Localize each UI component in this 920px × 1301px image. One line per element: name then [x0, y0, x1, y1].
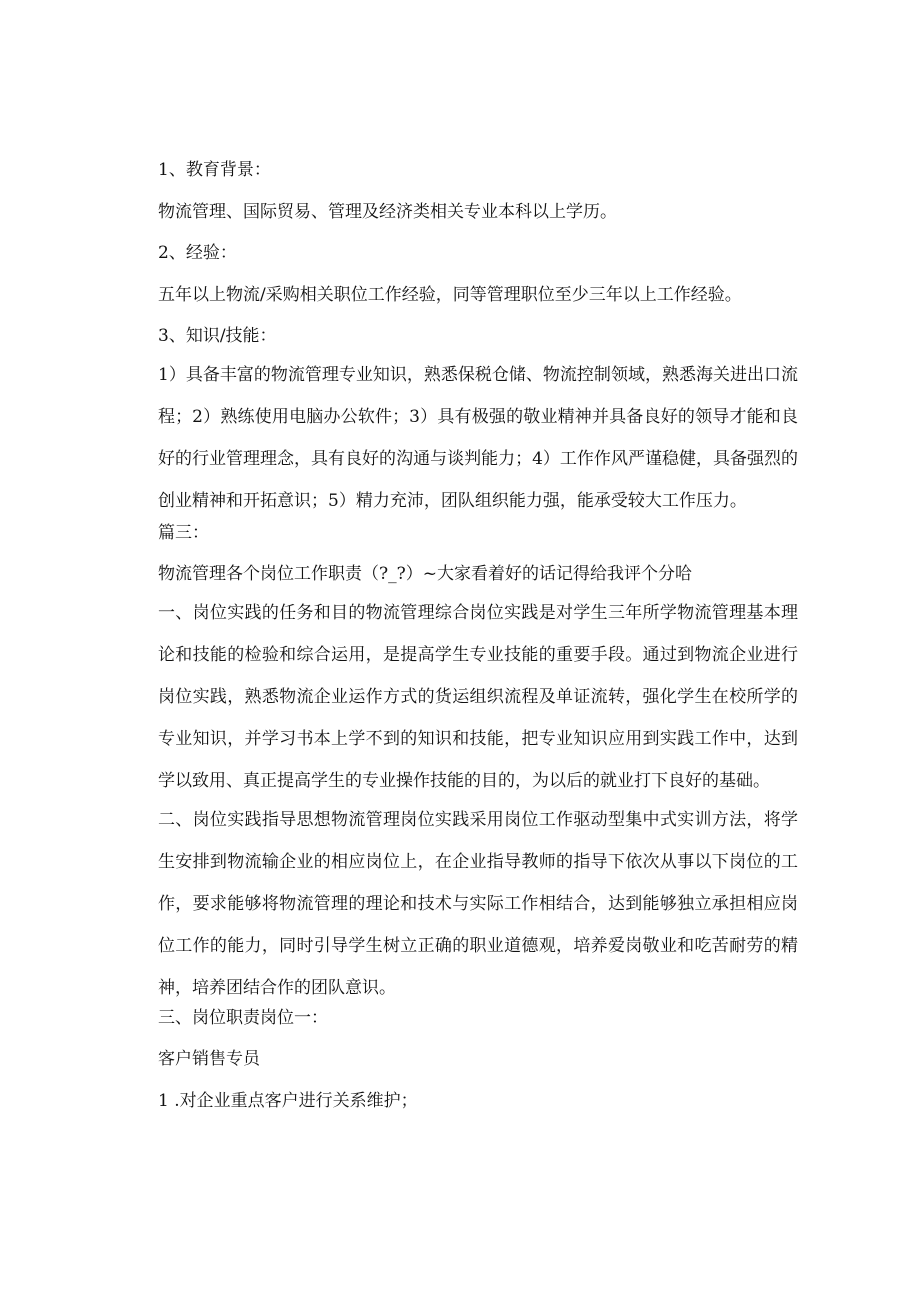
section-2-heading: 2、经验：	[158, 243, 237, 263]
section-3-body: 1）具备丰富的物流管理专业知识，熟悉保税仓储、物流控制领域，熟悉海关进出口流程；2）熟练使用电脑办公软件；3）具有极强的敬业精神并具备良好的领导才能和良好的行业管理理念，具有良好的沟通与谈判能力；4）工作作风严谨稳健，具备强烈的创业精神和开拓意识；5）精力充沛，团队组织能力强，能承受较大工作压力。	[158, 365, 798, 511]
part-three-label: 篇三：	[158, 523, 209, 543]
section-1-body: 物流管理、国际贸易、管理及经济类相关专业本科以上学历。	[158, 202, 617, 222]
list-item: 1 .对企业重点客户进行关系维护；	[158, 1091, 418, 1111]
paragraph-two: 二、岗位实践指导思想物流管理岗位实践采用岗位工作驱动型集中式实训方法，将学生安排到物流输企业的相应岗位上，在企业指导教师的指导下依次从事以下岗位的工作，要求能够将物流管理的理论和技术与实际工作相结合，达到能够独立承担相应岗位工作的能力，同时引导学生树立正确的职业道德观，培养爱岗敬业和吃苦耐劳的精神，培养团结合作的团队意识。	[158, 810, 798, 998]
section-3-heading: 3、知识/技能：	[158, 326, 277, 346]
section-1-heading: 1、教育背景：	[158, 160, 271, 180]
section-2-body: 五年以上物流/采购相关职位工作经验，同等管理职位至少三年以上工作经验。	[158, 285, 742, 305]
paragraph-three-heading: 三、岗位职责岗位一：	[158, 1008, 328, 1028]
article-title: 物流管理各个岗位工作职责（?_?）~大家看着好的话记得给我评个分哈	[158, 564, 692, 584]
paragraph-one: 一、岗位实践的任务和目的物流管理综合岗位实践是对学生三年所学物流管理基本理论和技能的检验和综合运用，是提高学生专业技能的重要手段。通过到物流企业进行岗位实践，熟悉物流企业运作方式的货运组织流程及单证流转，强化学生在校所学的专业知识，并学习书本上学不到的知识和技能，把专业知识应用到实践工作中，达到学以致用、真正提高学生的专业操作技能的目的，为以后的就业打下良好的基础。	[158, 603, 798, 791]
role-title: 客户销售专员	[158, 1049, 260, 1069]
